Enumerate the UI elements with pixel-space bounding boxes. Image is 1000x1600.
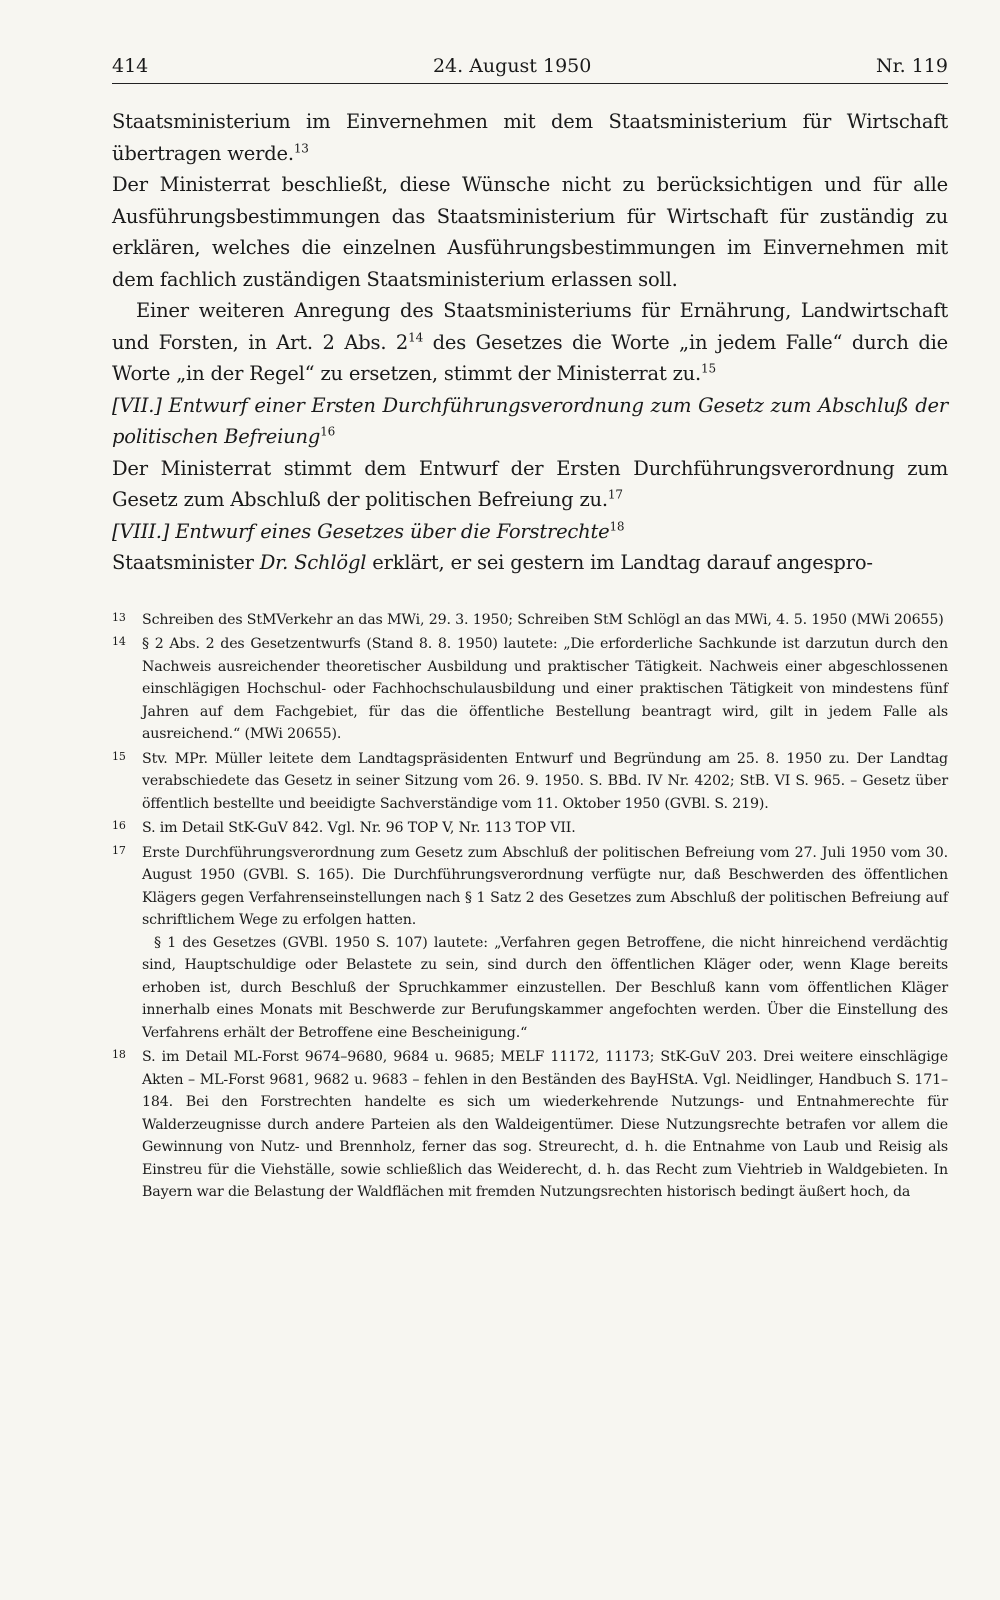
page (112, 55, 948, 1206)
footnote-number: 13 (112, 610, 126, 624)
footnote-paragraph: S. im Detail ML-Forst 9674–9680, 9684 u. 9685; MELF 11172, 11173; StK-GuV 203. Drei weitere einschlägige Akten – ML-Forst 9681, 9682 u. 9683 – fehlen in den Beständen des BayHStA. Vgl. Neidlinger, Handbuch S. 171–184. Bei den Forstrechten handelte es sich um wiederkehrende Nutzungs- und Entnahmerechte für Walderzeugnisse durch andere Parteien als den Waldeigentümer. Diese Nutzungsrechte betrafen vor allem die Gewinnung von Nutz- und Brennholz, ferner das sog. Streurecht, d. h. die Entnahme von Laub und Reisig als Einstreu für die Viehställe, sowie schließlich das Weiderecht, d. h. das Recht zum Viehtrieb in Waldgebieten. In Bayern war die Belastung der Waldflächen mit fremden Nutzungsrechten historisch bedingt äußert hoch, da (142, 1049, 948, 1200)
paragraph: Der Ministerrat stimmt dem Entwurf der Ersten Durchführungsverordnung zum Gesetz zum Abschluß der politischen Befreiung zu.$^{17}$ (112, 456, 948, 511)
footnotes (112, 609, 948, 1204)
footnote-paragraph: Erste Durchführungsverordnung zum Gesetz zum Abschluß der politischen Befreiung vom 27. Juli 1950 vom 30. August 1950 (GVBl. S. 165). Die Durchführungsverordnung verfügte nur, daß Beschwerden des öffentlichen Klägers gegen Verfahrenseinstellungen nach § 1 Satz 2 des Gesetzes zum Abschluß der politischen Befreiung auf schriftlichem Wege zu erfolgen hatten. (142, 844, 948, 928)
footnote-ref: 16 (320, 424, 336, 439)
footnote-paragraph: S. im Detail StK-GuV 842. Vgl. Nr. 96 TOP V, Nr. 113 TOP VII. (142, 820, 576, 836)
footnote-text (142, 842, 948, 1045)
footnote (112, 842, 948, 1045)
footnote (112, 748, 948, 816)
footnote (112, 633, 948, 746)
footnote-ref: 13 (293, 141, 309, 155)
paragraph: Der Ministerrat beschließt, diese Wünsche nicht zu berücksichtigen und für alle Ausführungsbestimmungen das Staatsministerium für Wirtschaft für zuständig zu erklären, welches die einzelnen Ausführungsbestimmungen im Einvernehmen mit dem fachlich zuständigen Staatsministerium erlassen soll. (112, 173, 948, 291)
page-number: 414 (112, 55, 149, 77)
footnote-number: 16 (112, 819, 126, 832)
footnote-number: 18 (112, 1048, 126, 1061)
document-number: Nr. 119 (876, 55, 948, 77)
footnote-number: 15 (112, 749, 126, 763)
footnote (112, 609, 948, 632)
footnote-ref: 15 (701, 361, 716, 376)
person-name: Dr. Schlögl (259, 551, 367, 574)
footnote-ref: 18 (609, 519, 625, 533)
footnote-ref: 17 (607, 487, 623, 502)
footnote-text (142, 748, 948, 816)
section-heading-vii: [VII.] Entwurf einer Ersten Durchführungsverordnung zum Gesetz zum Abschluß der politischen Befreiung$^{16}$ (112, 393, 948, 448)
footnote-paragraph: § 1 des Gesetzes (GVBl. 1950 S. 107) lautete: „Verfahren gegen Betroffene, die nicht hinreichend verdächtig sind, Hauptschuldige oder Belastete zu sein, sind durch den öffentlichen Kläger oder, wenn Klage bereits erhoben ist, durch Beschluß der Spruchkammer einzustellen. Der Beschluß kann vom öffentlichen Kläger innerhalb eines Monats mit Beschwerde zur Berufungskammer angefochten werden. Über die Einstellung des Verfahrens erhält der Betroffene eine Bescheinigung.“ (142, 934, 948, 1041)
footnote-text (142, 609, 948, 632)
section-heading-viii: [VIII.] Entwurf eines Gesetzes über die Forstrechte$^{18}$ (112, 519, 625, 543)
footnote-number: 14 (112, 635, 126, 648)
footnote-ref: 14 (408, 330, 424, 344)
paragraph: Staatsminister Dr. Schlögl erklärt, er sei gestern im Landtag darauf angespro- (112, 551, 873, 574)
main-text (112, 106, 948, 579)
paragraph: Einer weiteren Anregung des Staatsministeriums für Ernährung, Landwirtschaft und Forsten, in Art. 2 Abs. $2^{14}$ des Gesetzes die Worte „in jedem Falle“ durch die Worte „in der Regel“ zu ersetzen, stimmt der Ministerrat zu.$^{15}$ (112, 299, 949, 385)
footnote-paragraph: § 2 Abs. 2 des Gesetzentwurfs (Stand 8. 8. 1950) lautete: „Die erforderliche Sachkunde ist darzutun durch den Nachweis ausreichender theoretischer Ausbildung und praktischer Tätigkeit. Nachweis einer abgeschlossenen einschlägigen Hochschul- oder Fachhochschulausbildung und einer praktischen Tätigkeit von mindestens fünf Jahren auf dem Fachgebiet, für das die öffentliche Bestellung beantragt wird, gilt in jedem Falle als ausreichend.“ (MWi 20655). (142, 636, 948, 742)
running-header (112, 55, 948, 84)
footnote-text (142, 633, 948, 746)
footnote (112, 817, 948, 840)
paragraph: Staatsministerium im Einvernehmen mit dem Staatsministerium für Wirtschaft übertragen werde.$^{13}$ (112, 110, 948, 165)
footnote-paragraph: Schreiben des StMVerkehr an das MWi, 29. 3. 1950; Schreiben StM Schlögl an das MWi, 4. 5. 1950 (MWi 20655) (142, 611, 944, 628)
footnote (112, 1046, 948, 1204)
footnote-text (142, 1046, 948, 1204)
header-date: 24. August 1950 (432, 55, 592, 77)
footnote-number: 17 (112, 843, 126, 857)
footnote-text (142, 817, 948, 840)
footnote-paragraph: Stv. MPr. Müller leitete dem Landtagspräsidenten Entwurf und Begründung am 25. 8. 1950 zu. Der Landtag verabschiedete das Gesetz in seiner Sitzung vom 26. 9. 1950. S. BBd. IV Nr. 4202; StB. VI S. 965. – Gesetz über öffentlich bestellte und beeidigte Sachverständige vom 11. Oktober 1950 (GVBl. S. 219). (142, 750, 948, 812)
